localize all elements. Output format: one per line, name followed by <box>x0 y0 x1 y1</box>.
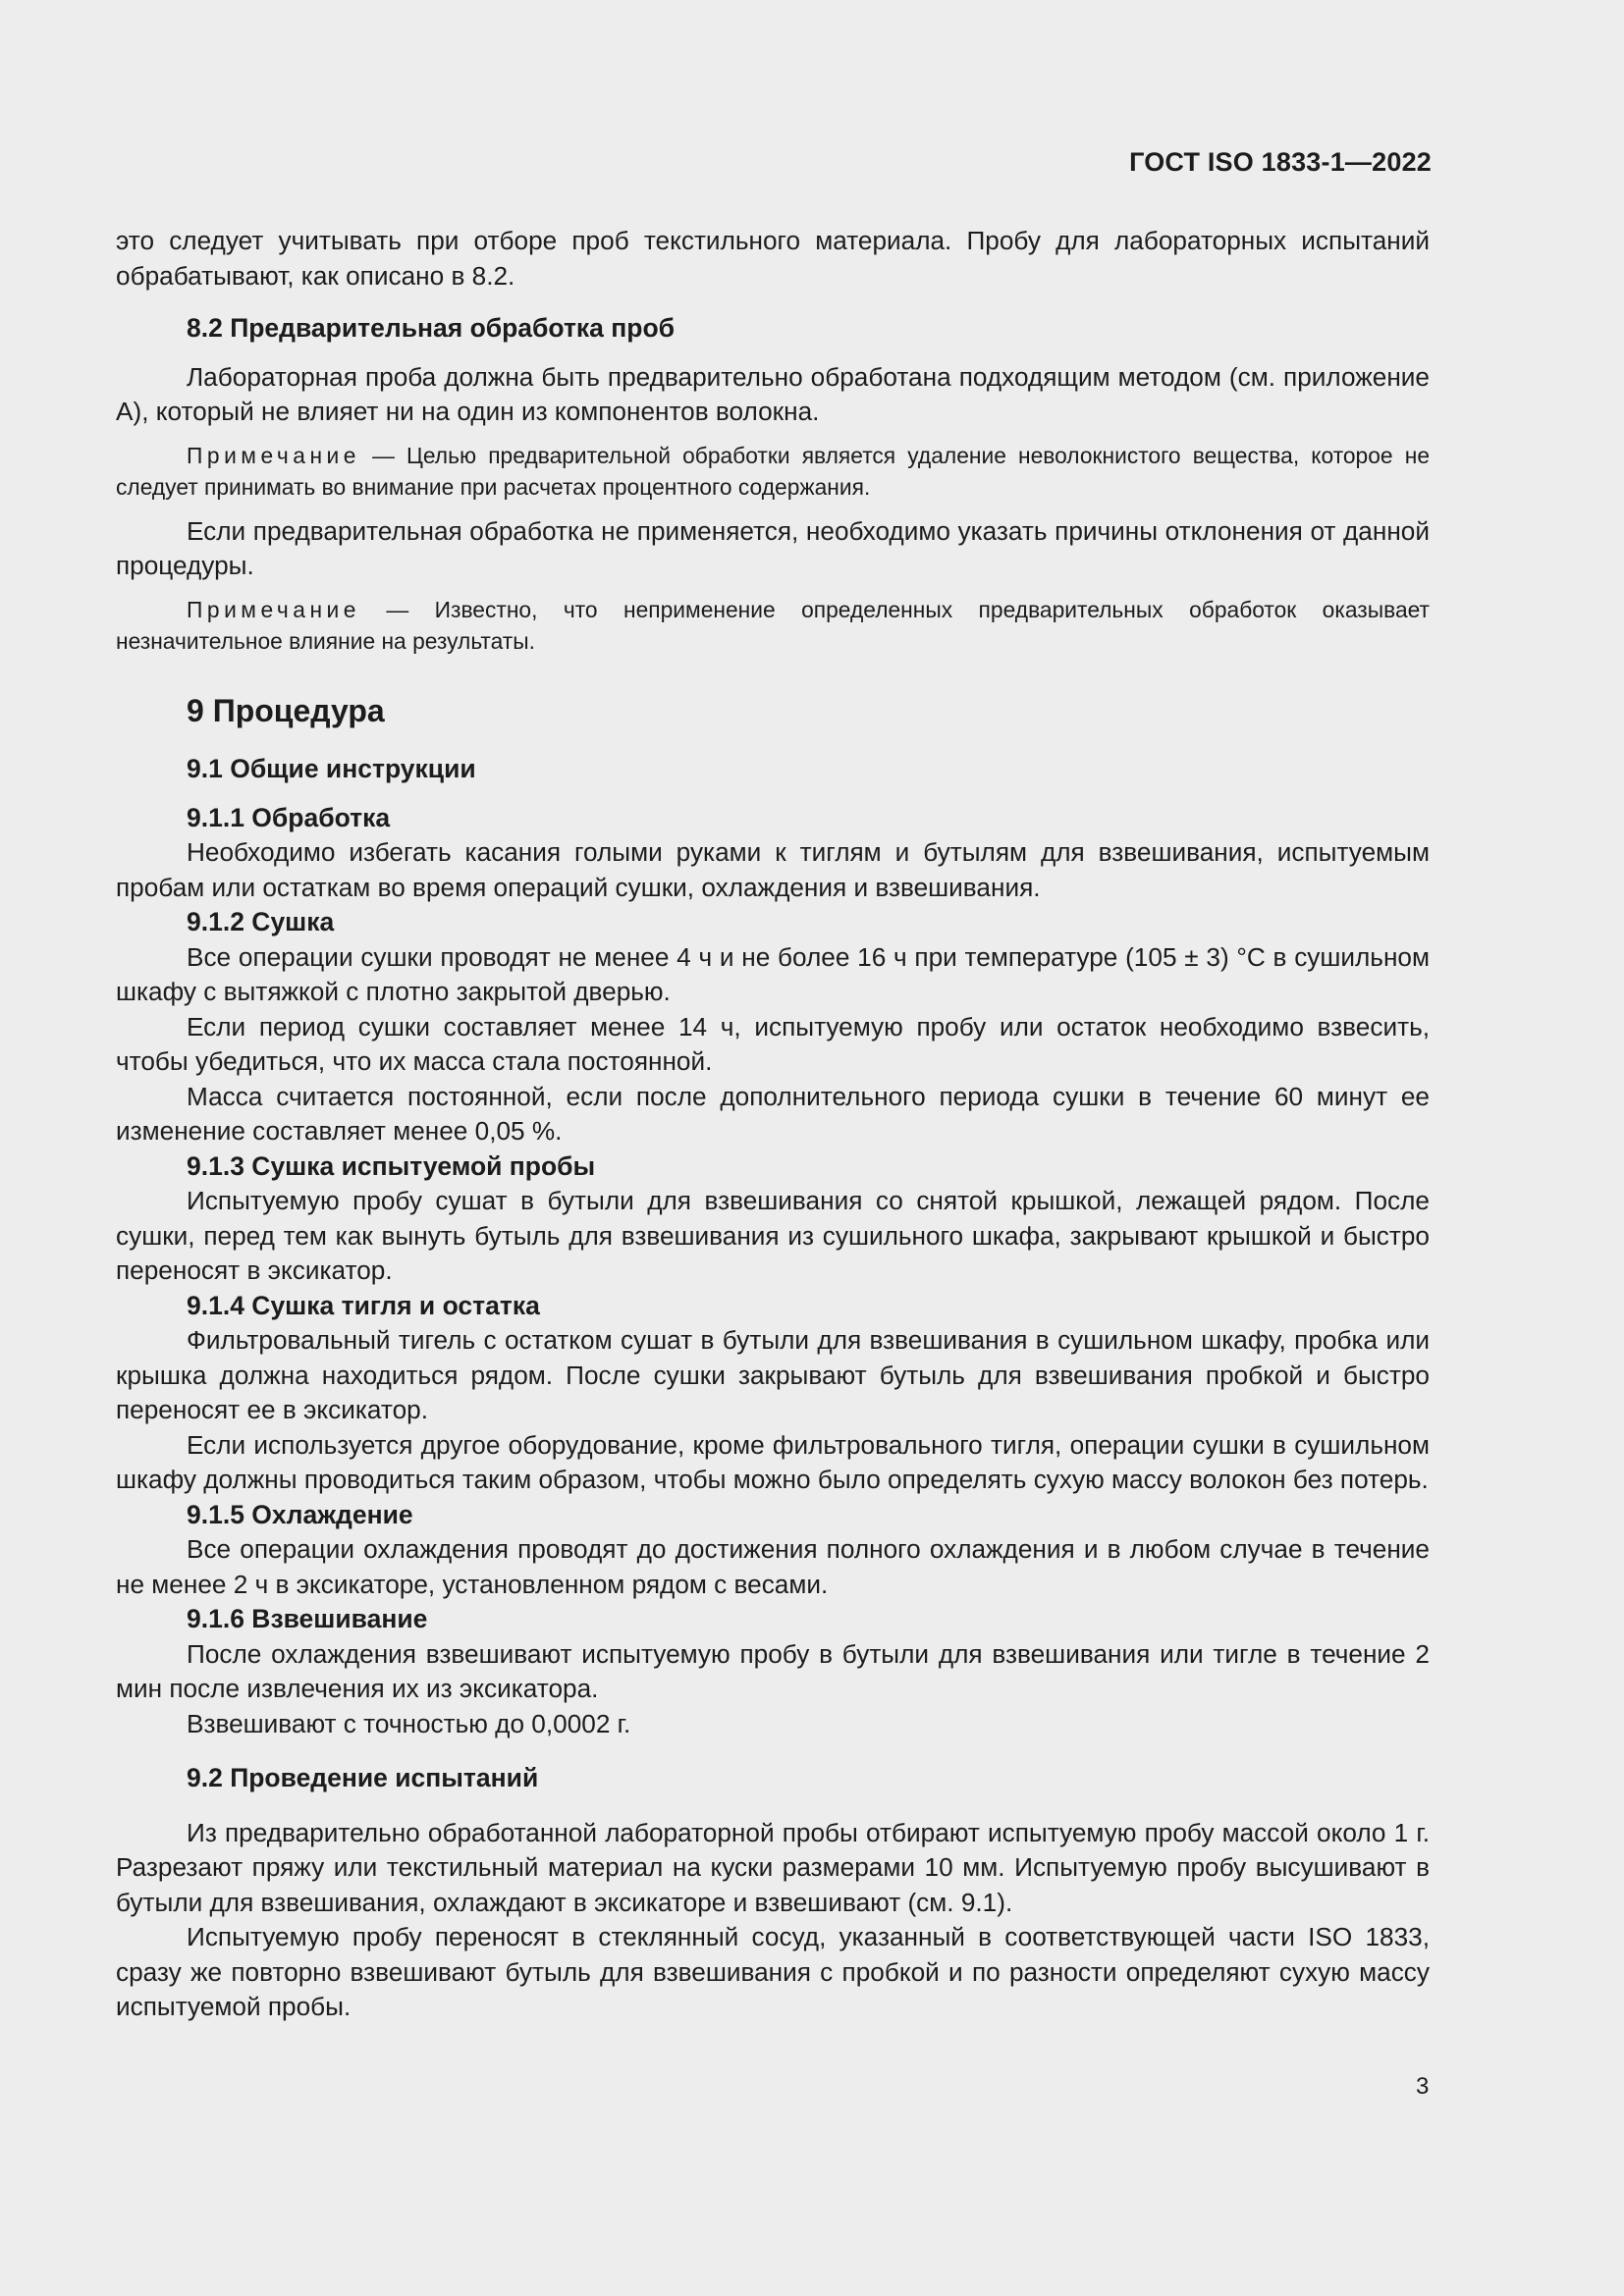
paragraph: Фильтровальный тигель с остатком сушат в бутыли для взвешивания в сушильном шкафу, пробка или крышка должна находиться рядом. После сушки закрывают бутыль для взвешивания пробкой и быстро переносят ее в эксикатор. <box>116 1325 1430 1424</box>
section-heading-9-1: 9.1 Общие инструкции <box>187 754 476 783</box>
paragraph: Из предварительно обработанной лабораторной пробы отбирают испытуемую пробу массой около 1 г. Разрезают пряжу или текстильный материал на куски размерами 10 мм. Испытуемую пробу высушивают в бутыли для взвешивания, охлаждают в эксикаторе и взвешивают (см. 9.1). <box>116 1817 1430 1917</box>
paragraph: Испытуемую пробу сушат в бутыли для взвешивания со снятой крышкой, лежащей рядом. После сушки, перед тем как вынуть бутыль для взвешивания из сушильного шкафа, закрывают крышкой и быстро переносят в эксикатор. <box>116 1186 1430 1285</box>
note <box>116 440 1430 503</box>
document-id-header: ГОСТ ISO 1833-1—2022 <box>1129 147 1432 177</box>
note-text: — Целью предварительной обработки является удаление неволокнистого вещества, которое не следует принимать во внимание при расчетах процентного содержания. <box>116 442 1430 500</box>
paragraph: это следует учитывать при отборе проб текстильного материала. Пробу для лабораторных испытаний обрабатывают, как описано в 8.2. <box>116 226 1430 291</box>
paragraph: Если предварительная обработка не применяется, необходимо указать причины отклонения от данной процедуры. <box>116 515 1430 580</box>
note-label: Примечание <box>187 442 360 468</box>
note-label: Примечание <box>187 596 360 622</box>
section-heading-9-2: 9.2 Проведение испытаний <box>187 1763 539 1792</box>
paragraph: Взвешивают с точностью до 0,0002 г. <box>187 1708 631 1738</box>
section-heading-9-1-1: 9.1.1 Обработка <box>187 802 391 832</box>
paragraph: Масса считается постоянной, если после дополнительного периода сушки в течение 60 минут ее изменение составляет менее 0,05 %. <box>116 1081 1430 1146</box>
section-heading-8-2: 8.2 Предварительная обработка проб <box>187 313 676 343</box>
paragraph: Необходимо избегать касания голыми руками к тиглям и бутылям для взвешивания, испытуемым пробам или остаткам во время операций сушки, охлаждения и взвешивания. <box>116 837 1430 902</box>
paragraph: Все операции охлаждения проводят до достижения полного охлаждения и в любом случае в течение не менее 2 ч в эксикаторе, установленном рядом с весами. <box>116 1534 1430 1599</box>
paragraph: После охлаждения взвешивают испытуемую пробу в бутыли для взвешивания или тигле в течение 2 мин после извлечения их из эксикатора. <box>116 1638 1430 1703</box>
section-heading-9-1-5: 9.1.5 Охлаждение <box>187 1499 413 1529</box>
note-text: — Известно, что неприменение определенных предварительных обработок оказывает незначительное влияние на результаты. <box>116 596 1430 654</box>
page-body <box>116 224 1430 2025</box>
section-heading-9: 9 Процедура <box>187 692 385 728</box>
note <box>116 594 1430 657</box>
paragraph: Все операции сушки проводят не менее 4 ч и не более 16 ч при температуре (105 ± 3) °С в сушильном шкафу с вытяжкой с плотно закрытой дверью. <box>116 941 1430 1006</box>
page-number: 3 <box>1416 2073 1430 2100</box>
section-heading-9-1-4: 9.1.4 Сушка тигля и остатка <box>187 1290 540 1320</box>
section-heading-9-1-6: 9.1.6 Взвешивание <box>187 1604 428 1633</box>
paragraph: Испытуемую пробу переносят в стеклянный сосуд, указанный в соответствующей части ISO 1833, сразу же повторно взвешивают бутыль для взвешивания с пробкой и по разности определяют сухую массу испытуемой пробы. <box>116 1922 1430 2021</box>
paragraph: Если период сушки составляет менее 14 ч, испытуемую пробу или остаток необходимо взвесить, чтобы убедиться, что их масса стала постоянной. <box>116 1011 1430 1076</box>
paragraph: Лабораторная проба должна быть предварительно обработана подходящим методом (см. приложение А), который не влияет ни на один из компонентов волокна. <box>116 361 1430 426</box>
section-heading-9-1-3: 9.1.3 Сушка испытуемой пробы <box>187 1150 596 1181</box>
paragraph: Если используется другое оборудование, кроме фильтровального тигля, операции сушки в сушильном шкафу должны проводиться таким образом, чтобы можно было определять сухую массу волокон без потерь. <box>116 1429 1430 1494</box>
section-heading-9-1-2: 9.1.2 Сушка <box>187 907 335 936</box>
